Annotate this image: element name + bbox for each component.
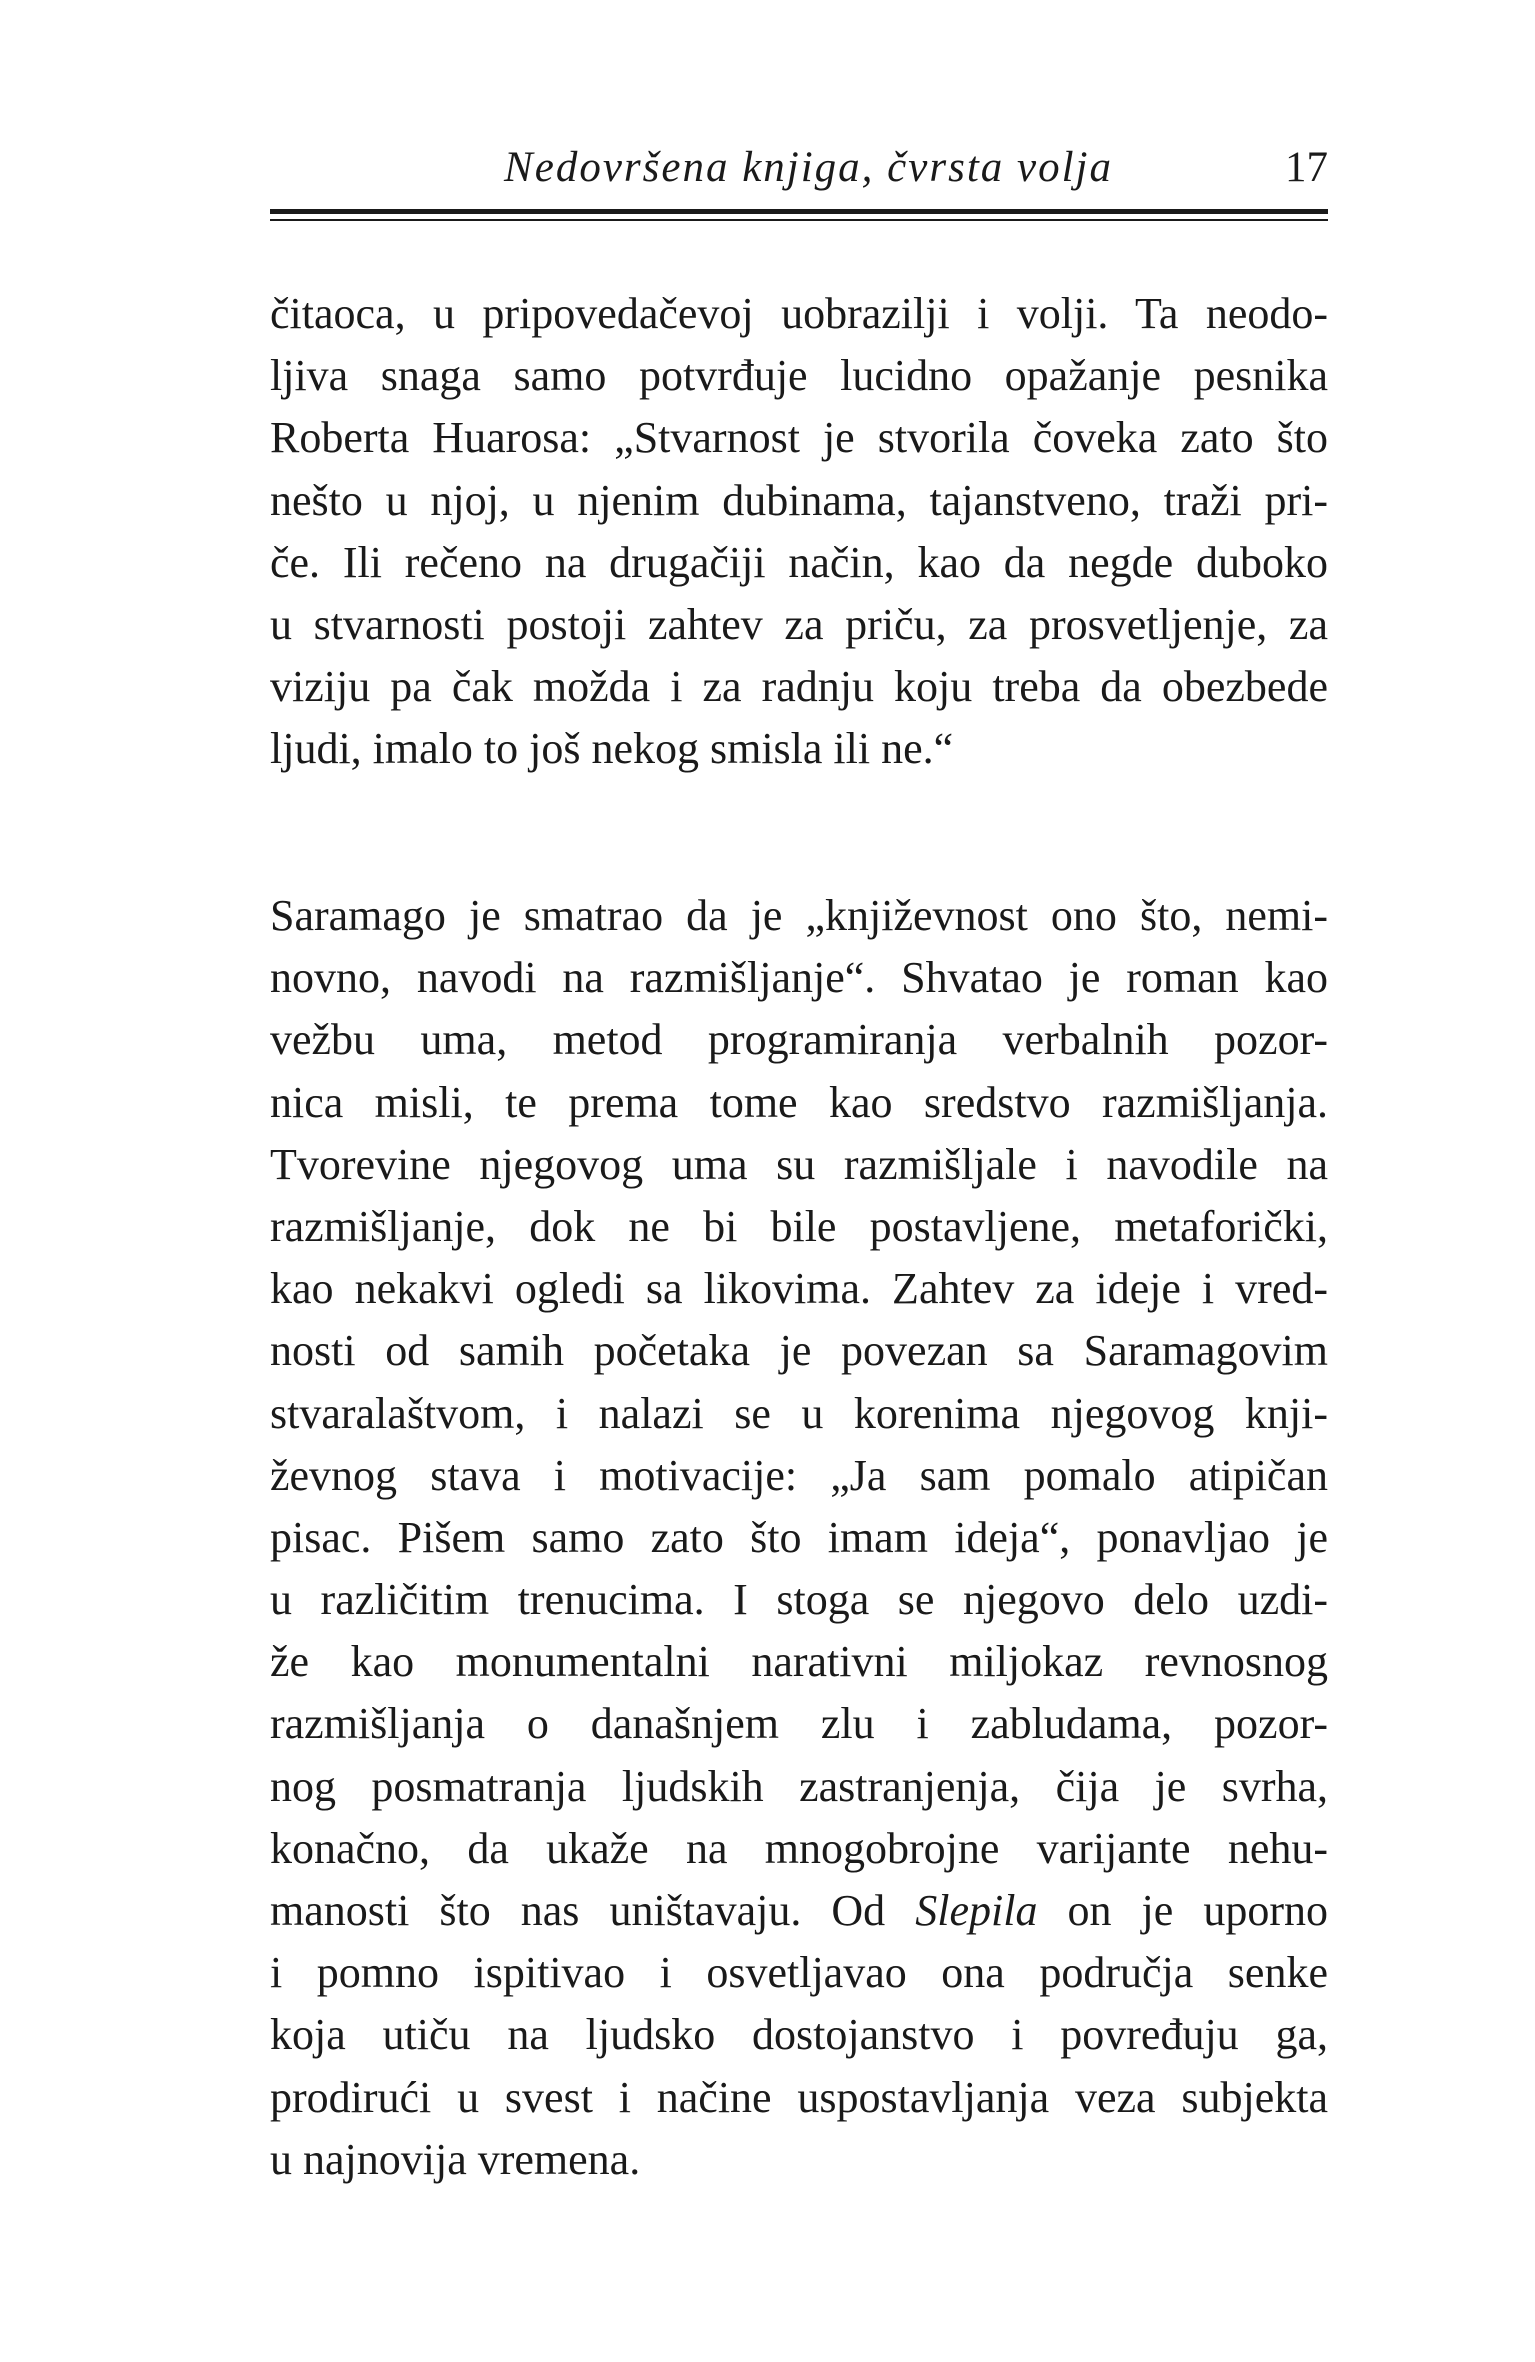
text-line: če. Ili rečeno na drugačiji način, kao da negde duboko [270, 537, 1328, 587]
paragraph-2 [270, 885, 1328, 2191]
text-line: ževnog stava i motivacije: „Ja sam pomalo atipičan [270, 1450, 1328, 1500]
text-line: ljudi, imalo to još nekog smisla ili ne.“ [270, 724, 954, 774]
text-line: razmišljanja o današnjem zlu i zabludama, pozor- [270, 1699, 1328, 1749]
text-line: čitaoca, u pripovedačevoj uobrazilji i volji. Ta neodo- [270, 289, 1328, 338]
text-line: nog posmatranja ljudskih zastranjenja, čija je svrha, [270, 1761, 1328, 1811]
text-line: prodirući u svest i načine uspostavljanja veza subjekta [270, 2072, 1328, 2122]
text-line: u stvarnosti postoji zahtev za priču, za prosvetljenje, za [270, 599, 1328, 649]
text-line: pisac. Pišem samo zato što imam ideja“, ponavljao je [270, 1512, 1328, 1562]
book-title-italic: Slepila [915, 1886, 1038, 1935]
text-line-with-italic [270, 1880, 1328, 1942]
text-line: vežbu uma, metod programiranja verbalnih pozor- [270, 1015, 1328, 1065]
text-line: razmišljanje, dok ne bi bile postavljene, metaforički, [270, 1201, 1328, 1251]
text-line: nešto u njoj, u njenim dubinama, tajanstveno, traži pri- [270, 475, 1328, 525]
header-rule-thick [270, 209, 1328, 214]
running-header [270, 138, 1328, 198]
text-line: viziju pa čak možda i za radnju koju treba da obezbede [270, 662, 1328, 712]
text-line: u najnovija vremena. [270, 2134, 641, 2184]
text-segment: manosti što nas uništavaju. Od [270, 1886, 886, 1935]
text-line: ljiva snaga samo potvrđuje lucidno opažanje pesnika [270, 351, 1328, 401]
text-line: u različitim trenucima. I stoga se njegovo delo uzdi- [270, 1575, 1328, 1625]
text-line: novno, navodi na razmišljanje“. Shvatao je roman kao [270, 953, 1328, 1003]
text-line: že kao monumentalni narativni miljokaz revnosnog [270, 1637, 1328, 1687]
text-line: nosti od samih početaka je povezan sa Saramagovim [270, 1326, 1328, 1376]
text-line: Roberta Huarosa: „Stvarnost je stvorila čoveka zato što [270, 413, 1328, 463]
page-number: 17 [1285, 144, 1328, 191]
text-line: stvaralaštvom, i nalazi se u korenima njegovog knji- [270, 1388, 1328, 1438]
header-rule-thin [270, 219, 1328, 221]
text-line: koja utiču na ljudsko dostojanstvo i povređuju ga, [270, 2010, 1328, 2060]
text-segment: on je uporno [1067, 1886, 1329, 1935]
text-line: i pomno ispitivao i osvetljavao ona područja senke [270, 1948, 1328, 1998]
paragraph-1 [270, 283, 1328, 781]
text-line: Tvorevine njegovog uma su razmišljale i navodile na [270, 1139, 1328, 1189]
running-title: Nedovršena knjiga, čvrsta volja [504, 144, 1113, 191]
text-line: Saramago je smatrao da je „književnost ono što, nemi- [270, 891, 1328, 940]
text-line: nica misli, te prema tome kao sredstvo razmišljanja. [270, 1077, 1328, 1127]
text-line: kao nekakvi ogledi sa likovima. Zahtev za ideje i vred- [270, 1264, 1328, 1314]
text-line: konačno, da ukaže na mnogobrojne varijante nehu- [270, 1823, 1328, 1873]
